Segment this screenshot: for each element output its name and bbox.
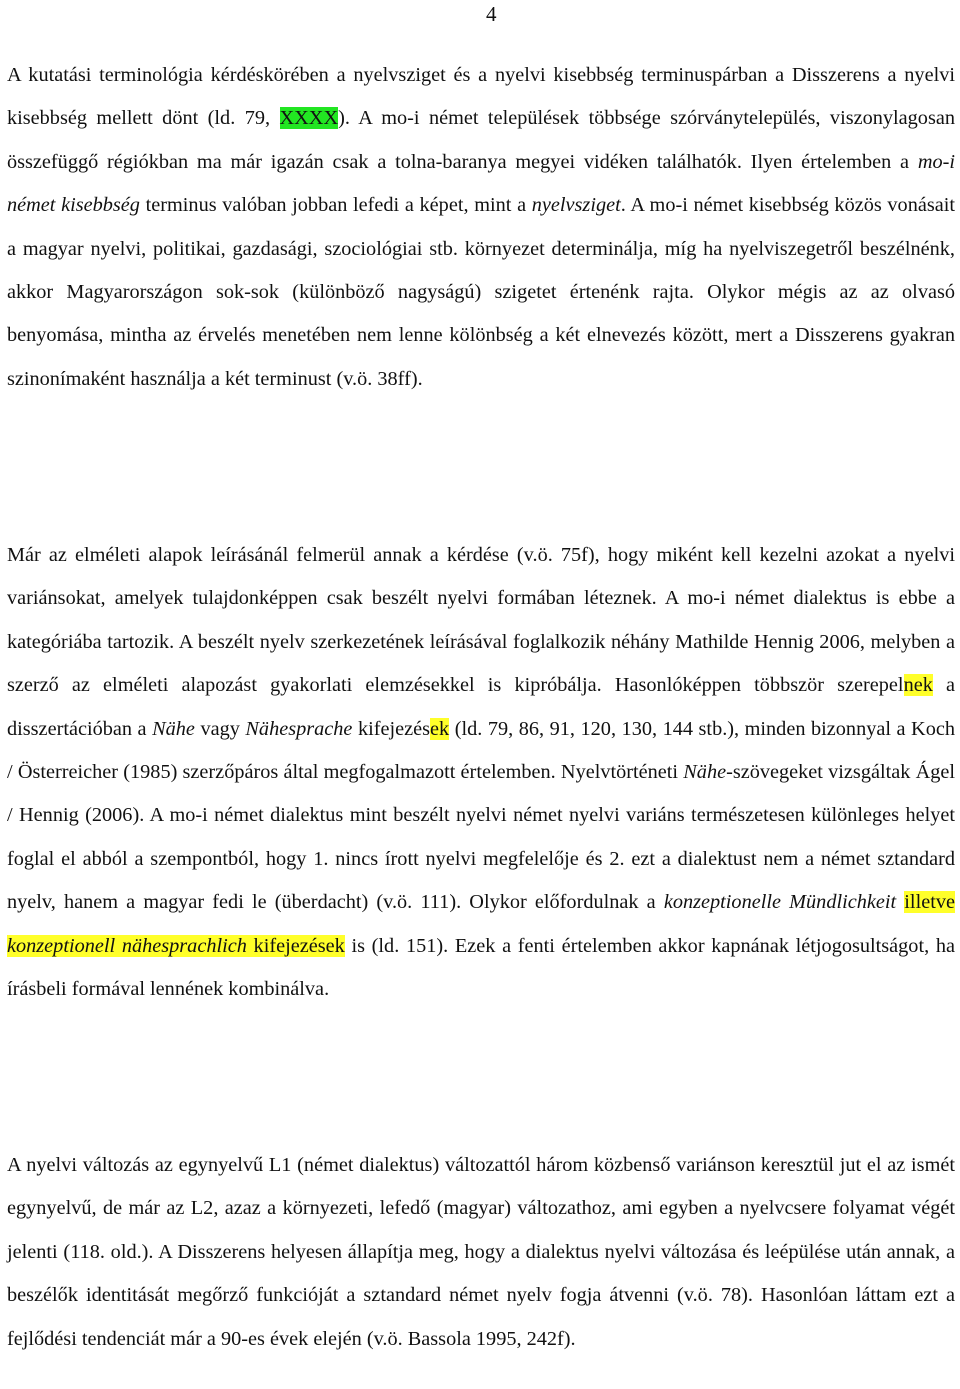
text-run: . A mo-i német kisebbség közös vonásait a magyar nyelvi, politikai, gazdasági, szociológiai stb. környezet determinálja, míg ha nyelviszegetről beszélnénk, akkor Magyarországon sok-sok (különböző nagyságú) szigetet értenénk rajta. Olykor mégis az az olvasó benyomása, mintha az érvelés menetében nem lenne kölönbség a két elnevezés között, mert a Disszerens gyakran szinonímaként használja a két terminust (v.ö. 38ff). [7, 194, 956, 390]
text-run: -szövegeket vizsgáltak Ágel / Hennig (2006). A mo-i német dialektus mint beszélt nyelvi német nyelvi variáns természetesen különleges helyet foglal el abból a szempontból, hogy 1. nincs írott nyelvi megfelelője és 2. ezt a dialektust nem a német sztandard nyelv, hanem a magyar fedi le (überdacht) (v.ö. 111). Olykor előfordulnak a [7, 761, 956, 914]
text-run: (ld. 79, 86, 91, 120, 130, 144 stb.), minden bizonnyal a Koch / Österreicher (1985) szerzőpáros által megfogalmazott értelemben. Nyelvtörténeti [7, 717, 955, 784]
italic-term: Nähe [152, 717, 195, 740]
italic-term: Nähe [683, 761, 727, 784]
text-run: vagy [194, 717, 246, 740]
italic-term: Nähesprache [245, 717, 353, 740]
italic-term: mo-i német kisebbség [7, 150, 955, 217]
italic-term: konzeptionell nähesprachlich [7, 934, 247, 957]
text-run: kifejezések [246, 934, 345, 957]
highlighted-suffix: ek [430, 717, 450, 740]
text-run: a disszertációban a [7, 674, 956, 740]
text-run: A nyelvi változás az egynyelvű L1 (német dialektus) változattól három közbenső variánson keresztül jut el az ismét egynyelvű, de már az L2, azaz a környezeti, lefedő (magyar) változathoz, ami egyben a nyelvcsere folyamat végét jelenti (118. old.). A Disszerens helyesen állapítja meg, hogy a dialektus nyelvi változása és leépülése után annak, a beszélők identitását megőrző funkcióját a sztandard német nyelv fogja átvenni (v.ö. 78). Hasonlóan láttam ezt a fejlődési tendenciát már a 90-es évek elején (v.ö. Bassola 1995, 242f). [7, 1154, 955, 1350]
text-run: is (ld. 151). Ezek a fenti értelemben akkor kapnának létjogosultságot, ha írásbeli formával lennének kombinálva. [7, 934, 955, 1001]
text-run: illetve [904, 891, 955, 914]
text-run: A kutatási terminológia kérdéskörében a nyelvsziget és a nyelvi kisebbség terminuspárban a Disszerens a nyelvi kisebbség mellett dönt (ld. 79, [7, 64, 955, 130]
text-run: ). A mo-i német települések többsége szórványtelepülés, viszonylagosan összefüggő régiókban ma már igazán csak a tolna-baranya megyei vidéken találhatók. Ilyen értelemben a [7, 107, 955, 173]
highlighted-suffix: nek [903, 674, 933, 697]
text-run: kifejezés [352, 717, 431, 740]
text-run: terminus valóban jobban lefedi a képet, mint a [139, 194, 532, 217]
paragraph-language-change [7, 1144, 955, 1361]
highlighted-placeholder: XXXX [279, 107, 339, 130]
text-run: Már az elméleti alapok leírásánál felmerül annak a kérdése (v.ö. 75f), hogy miként kell kezelni azokat a nyelvi variánsokat, amelyek tulajdonképpen csak beszélt nyelvi formában léteznek. A mo-i német dialektus is ebbe a kategóriába tartozik. A beszélt nyelv szerkezetének leírásával foglalkozik néhány Mathilde Hennig 2006, melyben a szerző az elméleti alapozást gyakorlati elemzésekkel is kipróbálja. Hasonlóképpen többször szerepel [7, 544, 955, 697]
italic-term: konzeptionelle Mündlichkeit [663, 891, 897, 914]
paragraph-spoken-language [7, 534, 955, 1011]
page-number: 4 [486, 2, 497, 26]
italic-term: nyelvsziget [531, 194, 621, 217]
paragraph-terminology [7, 54, 955, 401]
